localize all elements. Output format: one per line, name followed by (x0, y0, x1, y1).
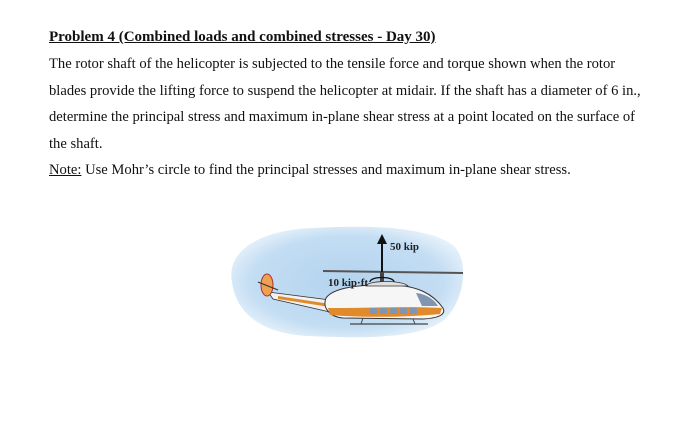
cabin-window-3 (390, 308, 397, 314)
cabin-window-1 (370, 308, 377, 314)
cabin-window-2 (380, 308, 387, 314)
problem-note (49, 157, 649, 183)
problem-statement: The rotor shaft of the helicopter is subjected to the tensile force and torque shown when the rotor blades provide the lifting force to suspend the helicopter at midair. If the shaft has a diameter of 6 in., determine the principal stress and maximum in-plane shear stress at a point located on the surface of the shaft. (49, 56, 641, 152)
note-label: Note: (49, 162, 82, 178)
helicopter-figure (218, 222, 468, 342)
cabin-window-4 (400, 308, 407, 314)
force-label: 50 kip (390, 241, 420, 253)
torque-label: 10 kip·ft (328, 277, 369, 289)
note-text: Use Mohr’s circle to find the principal stresses and maximum in-plane shear stress. (81, 162, 571, 178)
helicopter-diagram (218, 222, 468, 342)
problem-document (49, 26, 649, 183)
cabin-window-5 (410, 308, 417, 314)
problem-title: Problem 4 (Combined loads and combined stresses - Day 30) (49, 29, 436, 45)
